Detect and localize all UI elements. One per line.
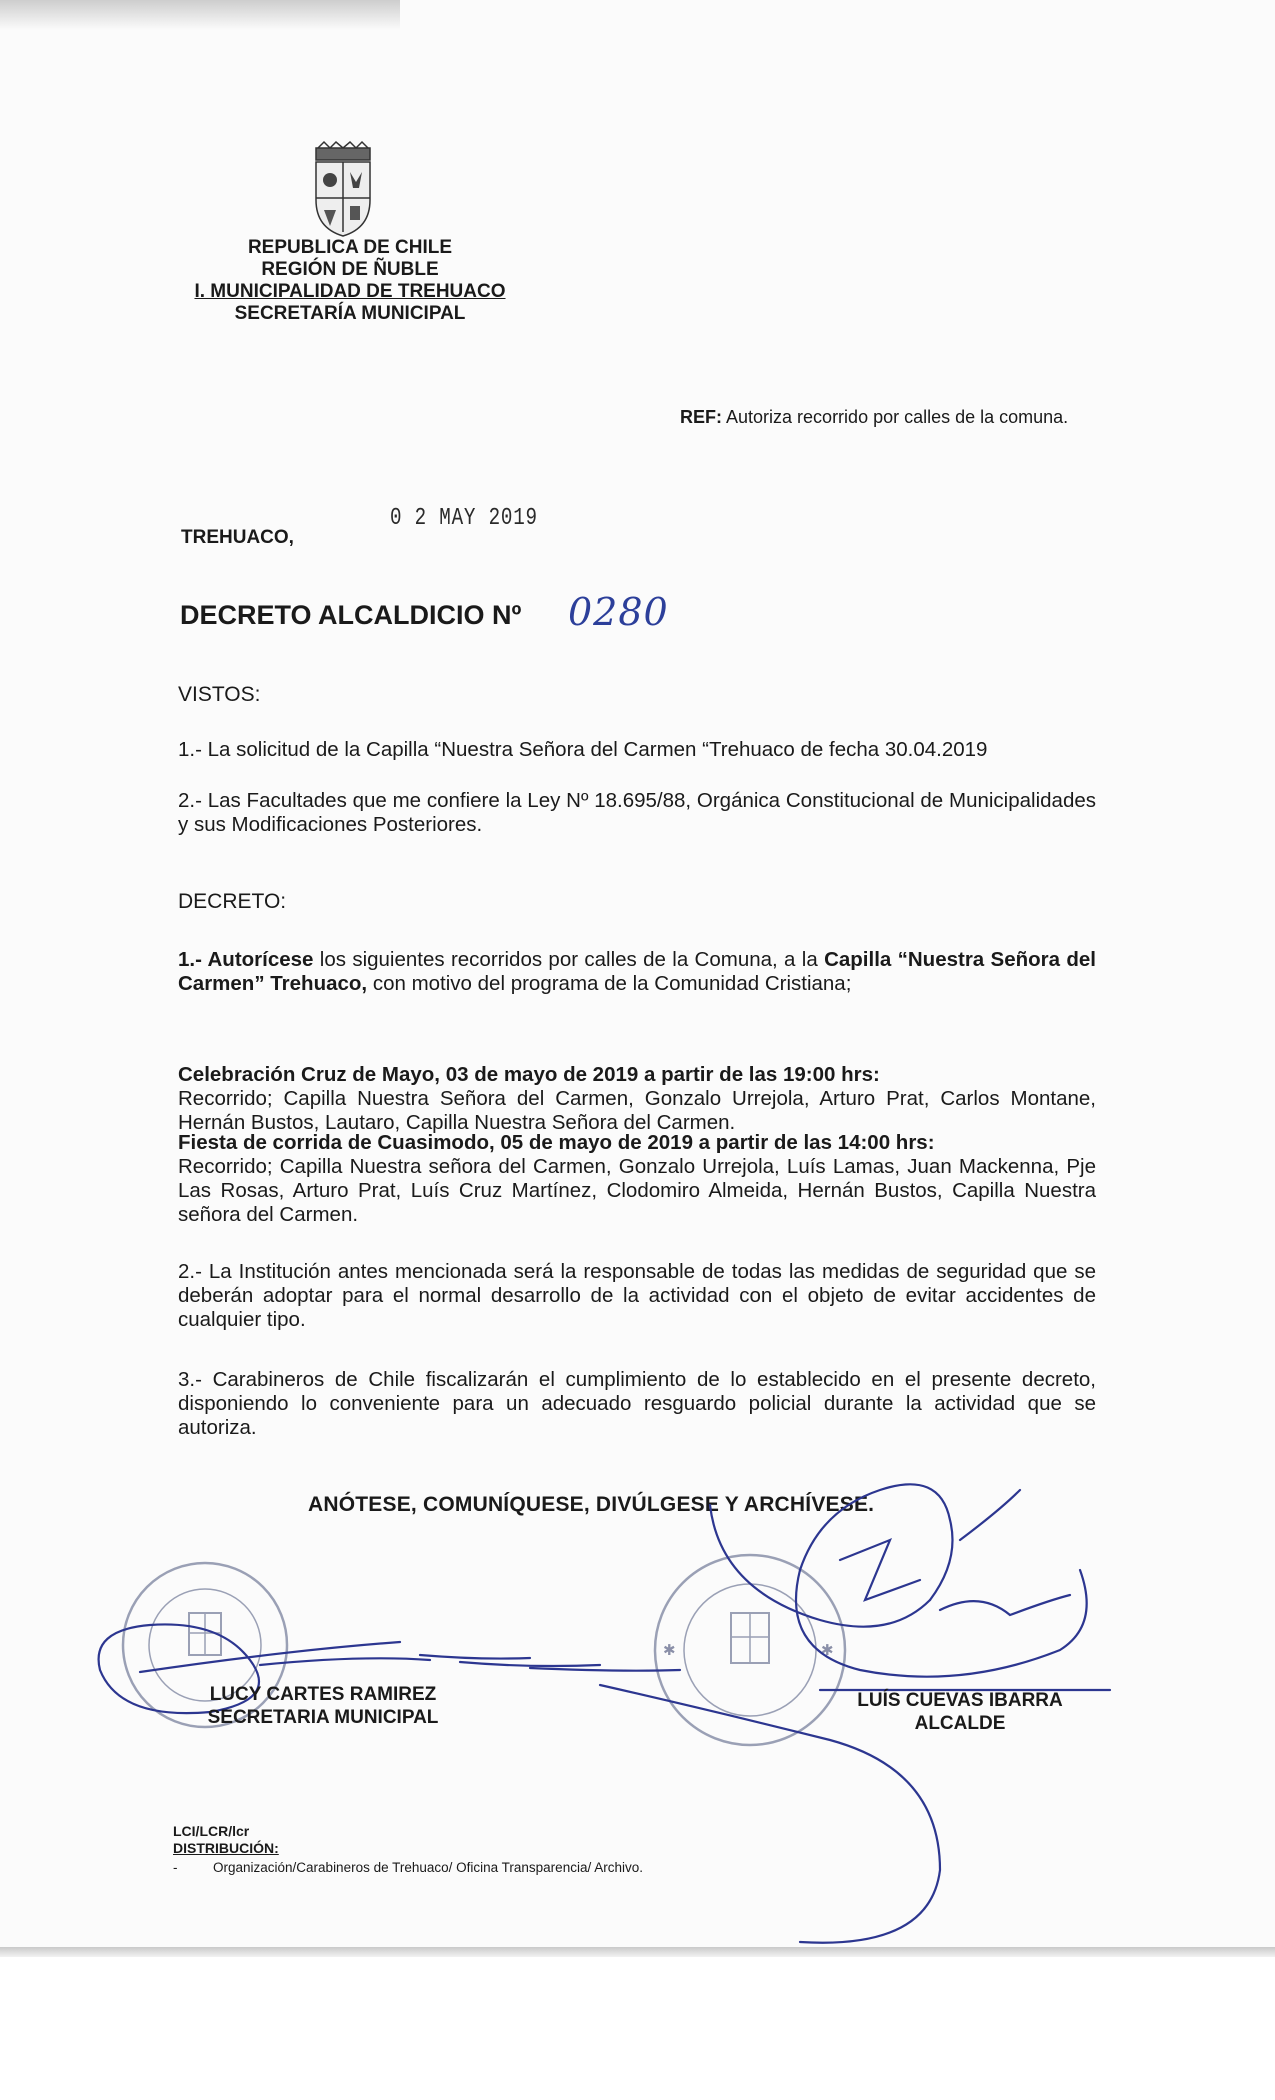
municipal-crest-icon <box>310 140 376 240</box>
decreto-paragraph-3: 3.- Carabineros de Chile fiscalizarán el cumplimiento de lo establecido en el presente decreto, disponiendo lo conveniente para un adecuado resguardo policial durante la actividad que se autoriza. <box>178 1368 1096 1439</box>
secretary-title: SECRETARIA MUNICIPAL <box>207 1707 439 1728</box>
distribution-item: - Organización/Carabineros de Trehuaco/ Oficina Transparencia/ Archivo. <box>173 1860 643 1875</box>
signatory-secretary <box>178 1683 468 1729</box>
header-department: SECRETARÍA MUNICIPAL <box>234 303 466 324</box>
header-municipality: I. MUNICIPALIDAD DE TREHUACO <box>194 281 506 302</box>
letterhead <box>180 237 520 325</box>
reference-block <box>680 405 1100 429</box>
secretary-name: LUCY CARTES RAMIREZ <box>209 1684 437 1705</box>
distribution-heading: DISTRIBUCIÓN: <box>173 1840 279 1856</box>
decreto-p1-text-a: los siguientes recorridos por calles de la Comuna, a la <box>313 948 825 971</box>
event-2-title: Fiesta de corrida de Cuasimodo, 05 de mayo de 2019 a partir de las 14:00 hrs: <box>178 1131 935 1154</box>
place-label: TREHUACO, <box>181 527 294 548</box>
event-1-route: Recorrido; Capilla Nuestra Señora del Carmen, Gonzalo Urrejola, Arturo Prat, Carlos Montane, Hernán Bustos, Lautaro, Capilla Nuestra Señora del Carmen. <box>178 1087 1096 1134</box>
decreto-paragraph-1 <box>178 948 1096 996</box>
decreto-p1-bold-b: Capilla “Nuestra Señora del Carmen” Trehuaco, <box>178 948 1096 995</box>
typist-initials: LCI/LCR/lcr <box>173 1823 250 1839</box>
ref-text: Autoriza recorrido por calles de la comuna. <box>726 407 1069 427</box>
event-2-route: Recorrido; Capilla Nuestra señora del Carmen, Gonzalo Urrejola, Luís Lamas, Juan Mackenna, Pje Las Rosas, Arturo Prat, Luís Cruz Martínez, Clodomiro Almeida, Hernán Bustos, Capilla Nuestra señora del Carmen. <box>178 1155 1096 1226</box>
svg-text:✱: ✱ <box>663 1643 678 1659</box>
ref-label: REF: <box>680 407 722 427</box>
mayor-title: ALCALDE <box>914 1713 1006 1734</box>
decree-title: DECRETO ALCALDICIO Nº <box>180 600 522 630</box>
vistos-item-2: 2.- Las Facultades que me confiere la Ley Nº 18.695/88, Orgánica Constitucional de Municipalidades y sus Modificaciones Posteriores. <box>178 789 1096 836</box>
distribution-item-text: Organización/Carabineros de Trehuaco/ Oficina Transparencia/ Archivo. <box>213 1860 643 1875</box>
mayor-name: LUÍS CUEVAS IBARRA <box>857 1690 1063 1711</box>
decreto-heading: DECRETO: <box>178 890 287 913</box>
decreto-p1-text-b: con motivo del programa de la Comunidad Cristiana; <box>367 972 852 995</box>
signatory-mayor <box>830 1689 1090 1735</box>
date-stamp: 0 2 MAY 2019 <box>390 505 538 532</box>
scan-shadow <box>0 0 400 30</box>
header-region: REGIÓN DE ÑUBLE <box>261 259 439 280</box>
event-1-title: Celebración Cruz de Mayo, 03 de mayo de 2019 a partir de las 19:00 hrs: <box>178 1063 880 1086</box>
closing-formula: ANÓTESE, COMUNÍQUESE, DIVÚLGESE Y ARCHÍVESE. <box>308 1493 875 1516</box>
header-country: REPUBLICA DE CHILE <box>247 237 453 258</box>
decreto-paragraph-2: 2.- La Institución antes mencionada será la responsable de todas las medidas de seguridad que se deberán adoptar para el normal desarrollo de la actividad con el objeto de evitar accidentes de cualquier tipo. <box>178 1260 1096 1331</box>
vistos-heading: VISTOS: <box>178 683 261 706</box>
svg-text:✱: ✱ <box>821 1643 836 1659</box>
decree-number-handwritten: 0280 <box>568 590 669 634</box>
decreto-p1-bold-a: 1.- Autorícese <box>178 948 314 971</box>
vistos-item-1: 1.- La solicitud de la Capilla “Nuestra Señora del Carmen “Trehuaco de fecha 30.04.2019 <box>178 738 988 761</box>
